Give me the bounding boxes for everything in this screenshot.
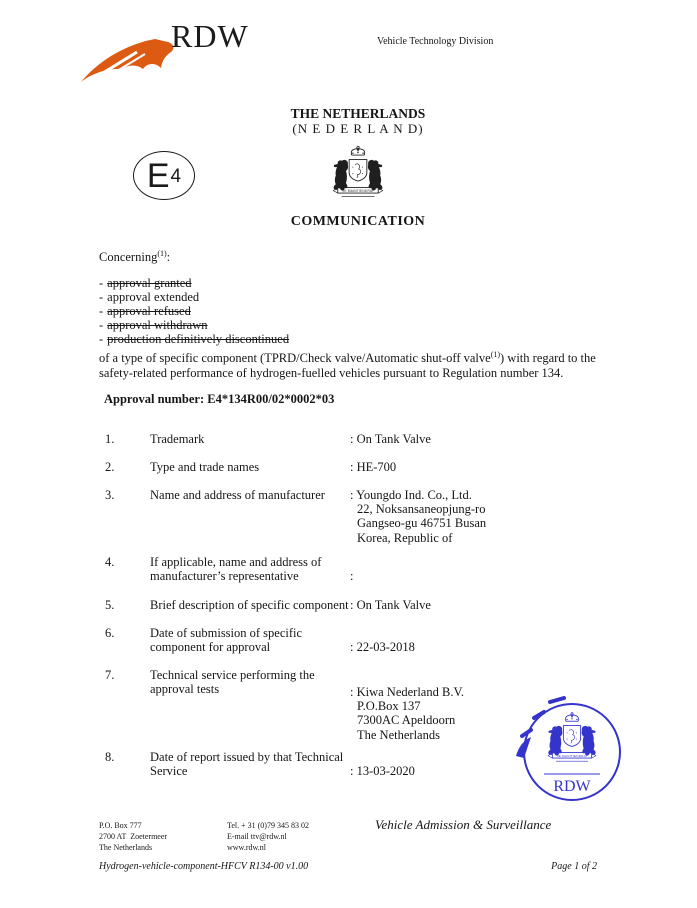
scope-text: of a type of specific component (TPRD/Check valve/Automatic shut-off valve [99,351,491,365]
option-approval-withdrawn [99,318,289,332]
item-value: 22, Noksansaneopjung-ro [357,502,486,517]
option-approval-extended [99,290,289,304]
option-text: approval extended [107,290,200,304]
address-line: 2700 AT Zoetermeer [99,832,168,841]
rdw-logo-icon [74,16,186,86]
item-label: manufacturer’s representative [150,569,299,584]
item-value: : On Tank Valve [350,432,431,446]
option-text: production definitively discontinued [107,332,290,346]
scope-line-1 [99,351,596,366]
bullet: - [99,332,104,346]
item-label: component for approval [150,640,271,655]
item-label: Service [150,764,188,779]
address-line: The Netherlands [99,843,153,852]
communication-heading: COMMUNICATION [290,214,426,229]
title-country-native: (N E D E R L A N D) [292,121,424,136]
document-id: Hydrogen-vehicle-component-HFCV R134-00 v1.00 [99,861,309,872]
scope-text: ) with regard to the [500,351,596,365]
phone-line: Tel. + 31 (0)79 345 83 02 [227,821,309,830]
footer-contact [227,820,309,853]
option-text: approval withdrawn [107,318,208,332]
bullet: - [99,290,104,304]
item-label: Date of report issued by that Technical [150,750,344,764]
scope-line-2: safety-related performance of hydrogen-fuelled vehicles pursuant to Regulation number 134. [99,365,564,380]
item-number: 4. [105,555,115,569]
division-label: Vehicle Technology Division [377,36,494,47]
item-number: 3. [105,488,115,502]
item-value: : HE-700 [350,460,397,474]
option-approval-granted [99,276,289,290]
option-text: approval refused [107,304,191,318]
item-label: approval tests [150,682,220,697]
option-approval-refused [99,304,289,318]
item-value: : On Tank Valve [350,598,431,612]
footnote-marker: (1) [490,349,501,359]
item-label: Trademark [150,432,205,446]
item-value: : 22-03-2018 [350,640,415,654]
concerning-footnote-marker: (1) [157,248,167,258]
e4-approval-mark [133,151,195,200]
address-line: P.O. Box 777 [99,821,142,830]
bullet: - [99,276,104,290]
item-value: P.O.Box 137 [357,699,421,714]
item-number: 6. [105,626,115,640]
item-label: If applicable, name and address of [150,555,322,569]
concerning-label [99,250,170,265]
concerning-colon: : [166,250,171,264]
item-label: Name and address of manufacturer [150,488,325,502]
title-country: THE NETHERLANDS [290,106,426,121]
footer-address [99,820,167,853]
item-value: : [350,569,354,583]
bullet: - [99,318,104,332]
item-label: Type and trade names [150,460,260,474]
approval-number: Approval number: E4*134R00/02*0002*03 [104,392,335,406]
page-indicator: Page 1 of 2 [551,861,597,872]
item-value: 7300AC Apeldoorn [357,713,456,728]
item-number: 8. [105,750,115,764]
item-value: : Kiwa Nederland B.V. [350,685,464,699]
item-number: 7. [105,668,115,682]
item-label: Technical service performing the [150,668,315,682]
item-value: : Youngdo Ind. Co., Ltd. [350,488,472,502]
logo-wordmark: RDW [171,18,249,54]
e4-letter: E [146,156,170,195]
option-text: approval granted [107,276,192,290]
item-label: Date of submission of specific [150,626,303,640]
concerning-word: Concerning [99,250,158,264]
footer-department: Vehicle Admission & Surveillance [375,817,552,832]
concerning-options-list [99,276,289,346]
scope-paragraph [99,351,596,380]
netherlands-coat-of-arms-icon [320,145,396,207]
item-value: Gangseo-gu 46751 Busan [357,516,487,531]
website-line: www.rdw.nl [227,843,266,852]
item-number: 2. [105,460,115,474]
stamp-rdw-text: RDW [553,778,591,795]
item-number: 5. [105,598,115,612]
item-value: Korea, Republic of [357,530,453,545]
item-number: 1. [105,432,115,446]
item-value: : 13-03-2020 [350,764,415,778]
item-value: The Netherlands [357,727,440,742]
e4-number: 4 [170,166,182,187]
rdw-stamp-icon [504,692,636,810]
email-line: E-mail ttv@rdw.nl [227,832,287,841]
item-label: Brief description of specific component [150,598,349,612]
bullet: - [99,304,104,318]
option-production-discontinued [99,332,289,346]
